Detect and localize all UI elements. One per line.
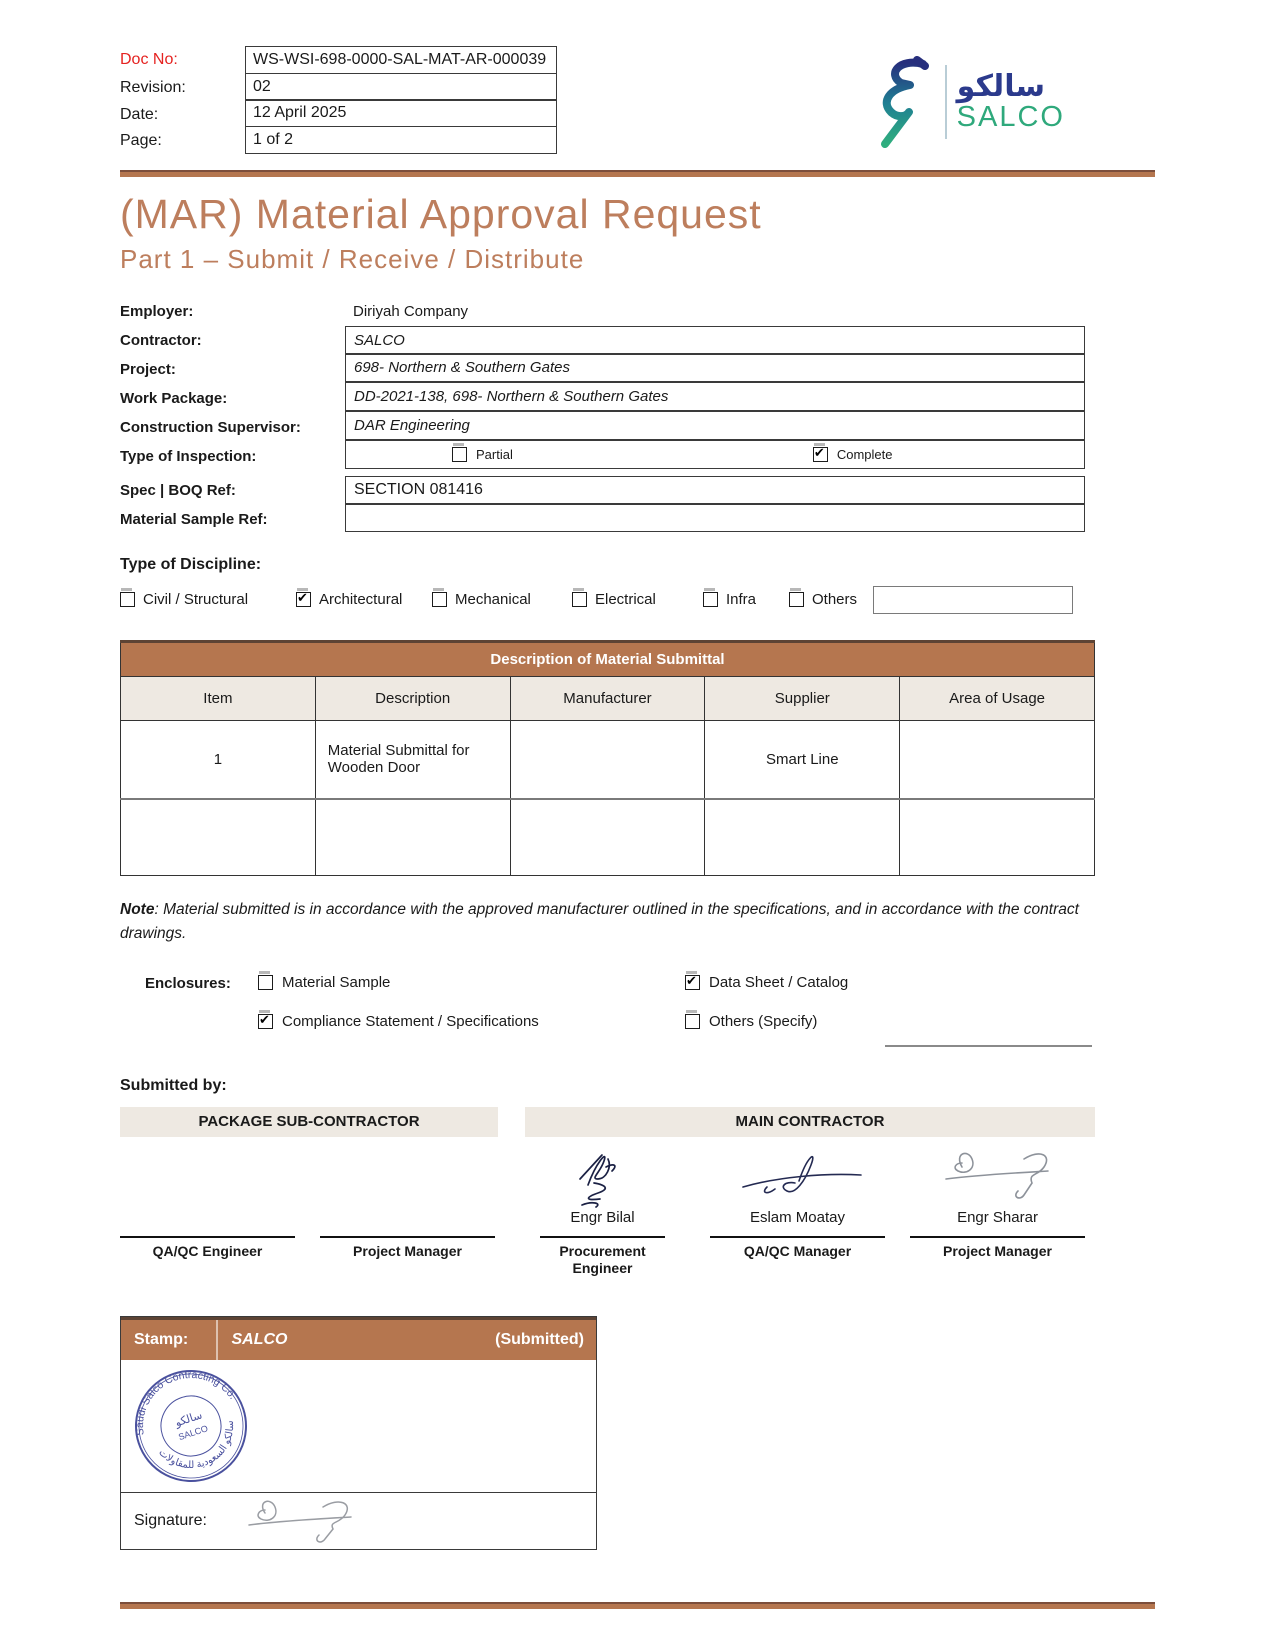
compliance-label: Compliance Statement / Specifications — [282, 1012, 539, 1030]
architectural-label: Architectural — [319, 591, 403, 608]
inspection-option-partial[interactable] — [452, 447, 513, 462]
work-package-row — [120, 384, 1095, 413]
top-divider-rule — [120, 170, 1155, 177]
infra-checkbox-icon[interactable] — [703, 592, 718, 607]
table-title-bar: Description of Material Submittal — [121, 641, 1095, 676]
revision-row — [120, 74, 557, 101]
signature-line — [320, 1236, 495, 1238]
table-header-row — [121, 676, 1095, 720]
signatory-role: QA/QC Manager — [743, 1242, 852, 1259]
page-label: Page: — [120, 132, 162, 149]
signatory-qaqc-manager — [710, 1143, 885, 1278]
discipline-civil-structural[interactable] — [120, 591, 296, 608]
others-specify-input[interactable] — [873, 586, 1073, 614]
enclosures-section — [120, 974, 1095, 1047]
page-subtitle: Part 1 – Submit / Receive / Distribute — [120, 243, 585, 274]
contractor-row — [120, 326, 1095, 355]
page-value: 1 of 2 — [245, 126, 557, 154]
salco-s-icon — [873, 56, 935, 148]
signature-line — [710, 1236, 885, 1238]
row2-area — [900, 799, 1095, 876]
signatory-role: Project Manager — [353, 1242, 462, 1259]
signatory-role: QA/QC Engineer — [152, 1242, 263, 1259]
note-text — [120, 898, 1095, 946]
data-sheet-label: Data Sheet / Catalog — [709, 973, 849, 991]
spec-boq-row — [120, 476, 1095, 505]
date-value: 12 April 2025 — [245, 99, 557, 127]
stamp-status: (Submitted) — [495, 1330, 584, 1348]
construction-supervisor-row — [120, 413, 1095, 442]
logo-wordmark — [957, 71, 1065, 133]
stamp-company: SALCO — [231, 1330, 288, 1348]
electrical-checkbox-icon[interactable] — [572, 592, 587, 607]
row2-item — [121, 799, 316, 876]
doc-no-label: Doc No: — [120, 51, 178, 68]
contractor-label: Contractor: — [120, 331, 202, 349]
row1-manufacturer — [510, 720, 705, 799]
signature-line — [910, 1236, 1085, 1238]
compliance-checkbox-icon[interactable] — [258, 1014, 273, 1029]
construction-supervisor-label: Construction Supervisor: — [120, 418, 301, 436]
others-checkbox-icon[interactable] — [789, 592, 804, 607]
employer-value: Diriyah Company — [353, 302, 469, 320]
note-label: Note — [120, 900, 155, 918]
others-label: Others — [812, 591, 858, 608]
work-package-value: DD-2021-138, 698- Northern & Southern Gates — [345, 382, 1085, 411]
discipline-options — [120, 586, 1095, 614]
table-row — [121, 799, 1095, 876]
main-contractor-header: MAIN CONTRACTOR — [525, 1107, 1095, 1137]
seal-inner-arabic: سالكو — [173, 1408, 204, 1429]
material-sample-ref-row — [120, 505, 1095, 534]
doc-meta-block — [120, 46, 557, 154]
col-header-manufacturer: Manufacturer — [510, 676, 705, 720]
row1-area — [900, 720, 1095, 799]
signatory-name — [320, 1209, 495, 1233]
stamp-body — [121, 1360, 596, 1493]
row2-description — [315, 799, 510, 876]
page-title: (MAR) Material Approval Request — [120, 190, 762, 237]
page-row — [120, 127, 557, 154]
type-of-inspection-value — [345, 440, 1085, 469]
infra-label: Infra — [726, 591, 757, 608]
electrical-label: Electrical — [595, 591, 656, 608]
signatory-name: Eslam Moatay — [749, 1208, 846, 1226]
stamp-signature-row — [121, 1493, 596, 1549]
seal-inner-latin: SALCO — [177, 1422, 210, 1442]
type-of-inspection-label: Type of Inspection: — [120, 447, 257, 465]
salco-logo — [873, 50, 1065, 154]
svg-text:Saudi Salco Contracting Co. — [129, 1364, 242, 1438]
seal-bottom-text: سالكو السعودية للمقاولات — [156, 1419, 237, 1471]
row1-item: 1 — [121, 720, 316, 799]
employer-row — [120, 297, 1095, 326]
material-sample-ref-value — [345, 503, 1085, 532]
company-seal-stamp — [129, 1364, 253, 1488]
signatory-role: Procurement Engineer — [559, 1242, 646, 1277]
mechanical-label: Mechanical — [455, 591, 531, 608]
employer-label: Employer: — [120, 302, 194, 320]
partial-checkbox-icon[interactable] — [452, 447, 467, 462]
stamp-signature-label: Signature: — [134, 1511, 207, 1529]
civil-structural-label: Civil / Structural — [143, 591, 249, 608]
work-package-label: Work Package: — [120, 389, 228, 407]
material-sample-ref-label: Material Sample Ref: — [120, 510, 268, 528]
signatory-project-manager-main — [910, 1143, 1085, 1278]
col-header-item: Item — [121, 676, 316, 720]
bilal-signature-image — [558, 1145, 648, 1209]
logo-divider — [945, 65, 947, 139]
discipline-mechanical[interactable] — [432, 591, 572, 608]
stamp-label: Stamp: — [134, 1330, 189, 1348]
enclosures-row-2 — [120, 1013, 1095, 1033]
inspection-option-complete[interactable] — [813, 447, 893, 462]
partial-label: Partial — [476, 447, 513, 462]
project-value: 698- Northern & Southern Gates — [345, 353, 1085, 382]
row1-supplier: Smart Line — [705, 720, 900, 799]
spec-boq-label: Spec | BOQ Ref: — [120, 481, 236, 499]
mechanical-checkbox-icon[interactable] — [432, 592, 447, 607]
enclosure-material-sample[interactable] — [258, 974, 390, 991]
seal-top-text: Saudi Salco Contracting Co. — [133, 1368, 239, 1436]
revision-value: 02 — [245, 73, 557, 101]
architectural-checkbox-icon[interactable] — [296, 592, 311, 607]
enclosure-others-label: Others (Specify) — [709, 1012, 818, 1030]
discipline-architectural[interactable] — [296, 591, 432, 608]
stamp-block — [120, 1316, 597, 1550]
date-label: Date: — [120, 105, 159, 123]
row2-manufacturer — [510, 799, 705, 876]
others-specify-line[interactable] — [885, 1033, 1092, 1047]
table-row — [121, 720, 1095, 799]
enclosures-row-1 — [120, 974, 1095, 994]
project-row — [120, 355, 1095, 384]
type-of-inspection-row — [120, 442, 1095, 471]
document-header — [120, 46, 1125, 154]
civil-structural-checkbox-icon[interactable] — [120, 592, 135, 607]
submitted-by-headers — [120, 1107, 1275, 1137]
signatory-name: Engr Bilal — [570, 1208, 635, 1226]
project-info-form — [120, 297, 1095, 534]
signatories-row — [120, 1143, 1275, 1278]
material-sample-label: Material Sample — [282, 973, 391, 991]
discipline-others[interactable] — [789, 591, 857, 608]
signatory-name — [120, 1209, 295, 1233]
date-row — [120, 101, 557, 128]
logo-latin-text: SALCO — [956, 101, 1065, 134]
row1-description: Material Submittal for Wooden Door — [315, 720, 510, 799]
signatory-role: Project Manager — [943, 1242, 1052, 1259]
signatory-procurement-engineer — [540, 1143, 665, 1278]
material-submittal-table — [120, 640, 1095, 876]
submitted-by-label: Submitted by: — [120, 1076, 227, 1094]
enclosure-compliance-statement[interactable] — [258, 1013, 539, 1030]
signatory-project-manager-sub — [320, 1143, 495, 1278]
col-header-description: Description — [315, 676, 510, 720]
signatory-name: Engr Sharar — [957, 1208, 1038, 1226]
spec-boq-value: SECTION 081416 — [345, 476, 1085, 505]
complete-label: Complete — [836, 447, 893, 462]
construction-supervisor-value: DAR Engineering — [345, 411, 1085, 440]
project-label: Project: — [120, 360, 176, 378]
data-sheet-checkbox-icon[interactable] — [685, 975, 700, 990]
signature-line — [120, 1236, 295, 1238]
type-of-discipline-label: Type of Discipline: — [120, 555, 262, 573]
row2-supplier — [705, 799, 900, 876]
enclosure-data-sheet[interactable] — [685, 974, 848, 991]
stamp-header — [121, 1317, 596, 1360]
doc-no-value: WS-WSI-698-0000-SAL-MAT-AR-000039 — [245, 46, 557, 74]
enclosures-label: Enclosures: — [145, 975, 231, 993]
logo-arabic-text: سالكو — [956, 69, 1045, 103]
eslam-signature-image — [723, 1145, 873, 1209]
contractor-value: SALCO — [345, 326, 1085, 355]
revision-label: Revision: — [120, 79, 186, 96]
sharar-signature-image — [928, 1145, 1068, 1209]
material-sample-checkbox-icon[interactable] — [258, 975, 273, 990]
doc-no-row — [120, 46, 557, 74]
complete-checkbox-icon[interactable] — [813, 447, 828, 462]
enclosure-others-checkbox-icon[interactable] — [685, 1014, 700, 1029]
discipline-infra[interactable] — [703, 591, 789, 608]
col-header-supplier: Supplier — [705, 676, 900, 720]
bottom-divider-rule — [120, 1602, 1155, 1609]
signatory-qaqc-engineer — [120, 1143, 295, 1278]
stamp-signature-image — [235, 1495, 375, 1547]
signature-line — [540, 1236, 665, 1238]
discipline-electrical[interactable] — [572, 591, 703, 608]
enclosure-others-specify[interactable] — [685, 1013, 817, 1030]
package-subcontractor-header: PACKAGE SUB-CONTRACTOR — [120, 1107, 498, 1137]
note-body: : Material submitted is in accordance with the approved manufacturer outlined in the specifications, and in accordance with the contract drawings. — [120, 900, 1079, 942]
col-header-area: Area of Usage — [900, 676, 1095, 720]
